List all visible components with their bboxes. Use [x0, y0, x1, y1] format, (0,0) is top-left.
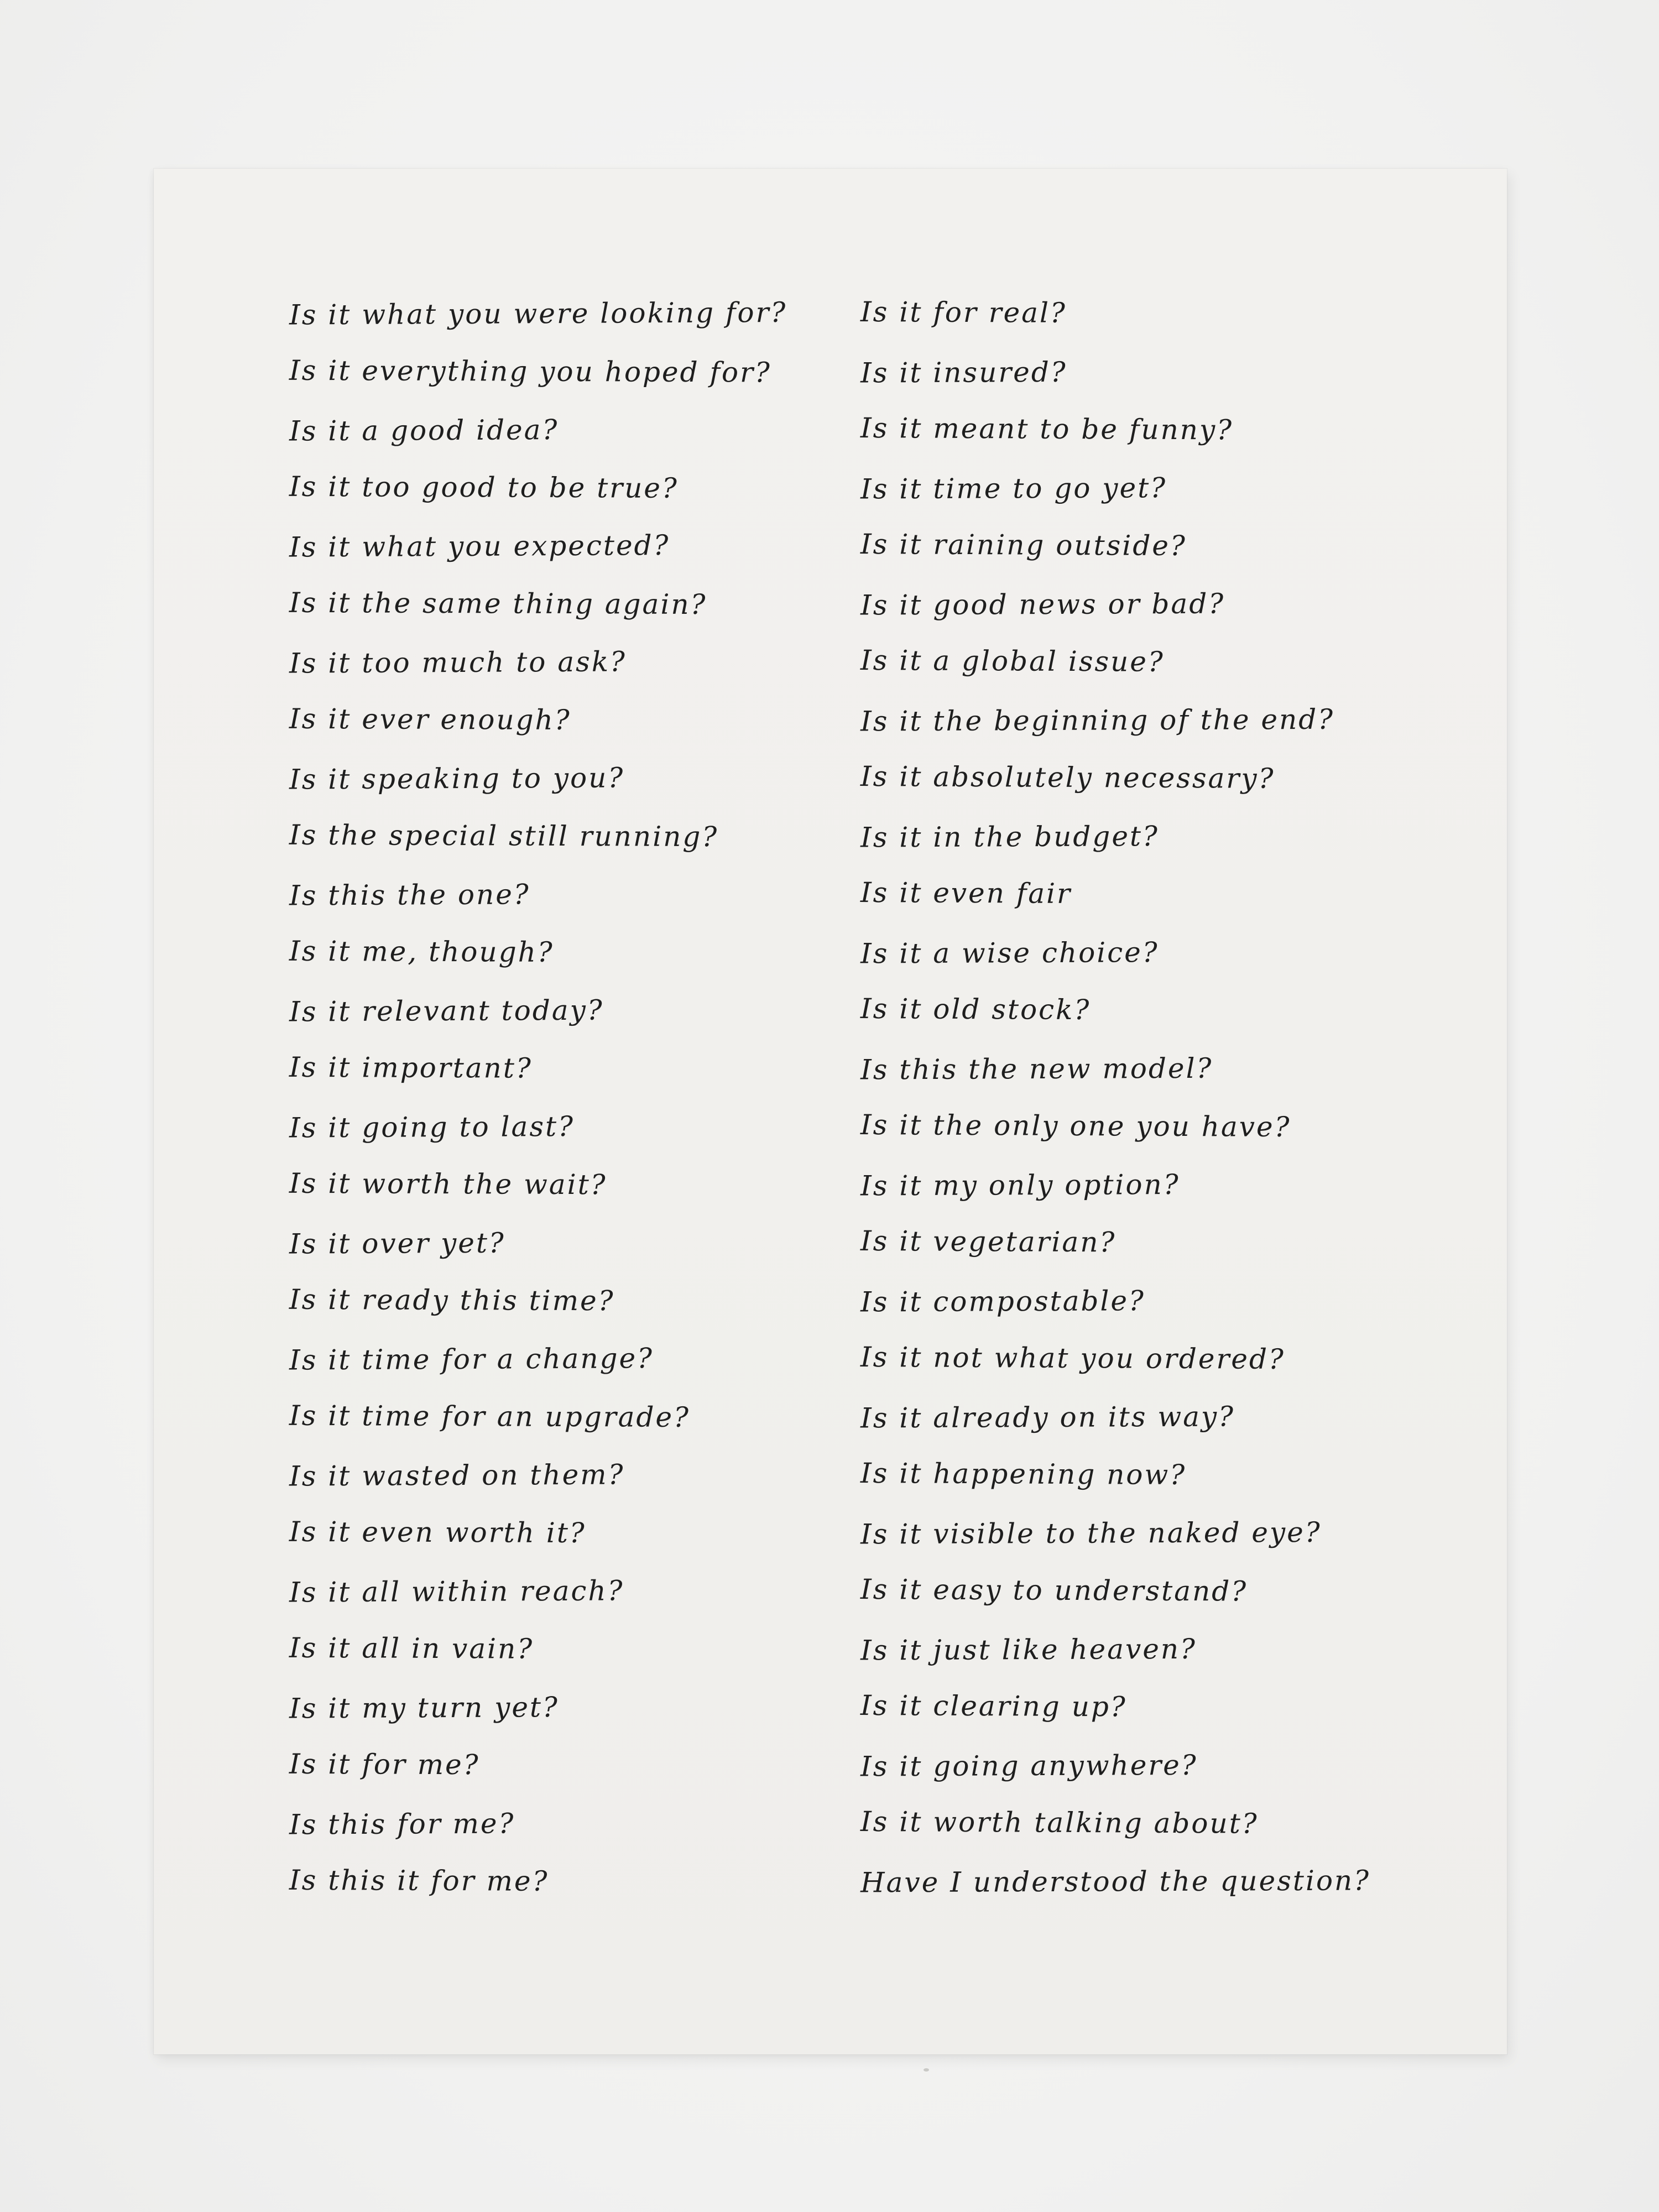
- question-line: Is it the same thing again?: [289, 586, 707, 621]
- question-line: Is it clearing up?: [860, 1689, 1127, 1723]
- question-line: Is it raining outside?: [860, 528, 1187, 562]
- question-line: Is it everything you hoped for?: [289, 354, 771, 389]
- question-line: Is it ready this time?: [289, 1283, 615, 1317]
- question-line: Is it what you were looking for?: [289, 296, 787, 331]
- question-line: Is it wasted on them?: [289, 1458, 625, 1493]
- question-line: Is it speaking to you?: [289, 761, 625, 796]
- question-line: Is it for me?: [289, 1747, 480, 1781]
- question-line: Is it visible to the naked eye?: [860, 1516, 1322, 1551]
- question-line: Is it going to last?: [289, 1110, 575, 1144]
- question-line: Is it worth talking about?: [860, 1805, 1259, 1840]
- question-line: Is it insured?: [860, 356, 1067, 389]
- question-line: Is it time for an upgrade?: [289, 1399, 691, 1433]
- dust-speck: [924, 2068, 929, 2072]
- question-line: Is it even fair: [860, 876, 1072, 910]
- question-line: Is it the beginning of the end?: [860, 703, 1335, 738]
- question-line: Is this the one?: [289, 878, 530, 912]
- question-line: Is it a global issue?: [860, 644, 1165, 678]
- question-line: Is it meant to be funny?: [860, 411, 1234, 446]
- question-line: Have I understood the question?: [860, 1864, 1371, 1899]
- paper-sheet: [154, 169, 1507, 2054]
- question-line: Is it what you expected?: [289, 529, 670, 564]
- question-line: Is it my only option?: [860, 1168, 1180, 1202]
- question-line: Is it a wise choice?: [860, 936, 1159, 970]
- question-line: Is it all within reach?: [289, 1574, 624, 1609]
- question-line: Is it time to go yet?: [860, 472, 1167, 505]
- question-line: Is it old stock?: [860, 992, 1091, 1026]
- question-line: Is it good news or bad?: [860, 587, 1225, 622]
- question-line: Is it important?: [289, 1051, 533, 1084]
- question-line: Is it going anywhere?: [860, 1749, 1198, 1783]
- question-line: Is it happening now?: [860, 1457, 1187, 1491]
- question-line: Is it worth the wait?: [289, 1167, 607, 1201]
- question-line: Is it absolutely necessary?: [860, 760, 1275, 795]
- question-line: Is it just like heaven?: [860, 1632, 1197, 1667]
- question-line: Is the special still running?: [289, 818, 719, 853]
- question-line: Is it relevant today?: [289, 994, 604, 1028]
- question-line: Is it too good to be true?: [289, 470, 679, 504]
- question-line: Is it me, though?: [289, 935, 554, 968]
- question-line: Is this it for me?: [289, 1864, 549, 1897]
- question-line: Is it for real?: [860, 295, 1067, 329]
- left-question-column: [289, 285, 842, 1911]
- question-line: Is it too much to ask?: [289, 645, 627, 680]
- question-line: Is this for me?: [289, 1807, 515, 1841]
- question-line: Is it vegetarian?: [860, 1224, 1117, 1259]
- question-line: Is it not what you ordered?: [860, 1340, 1285, 1376]
- question-line: Is it even worth it?: [289, 1515, 586, 1550]
- question-line: Is it easy to understand?: [860, 1573, 1248, 1608]
- question-line: Is it my turn yet?: [289, 1691, 560, 1725]
- question-line: Is this the new model?: [860, 1052, 1213, 1086]
- question-line: Is it time for a change?: [289, 1342, 654, 1376]
- question-line: Is it in the budget?: [860, 820, 1159, 854]
- question-line: Is it already on its way?: [860, 1400, 1235, 1434]
- question-line: Is it a good idea?: [289, 414, 559, 447]
- question-line: Is it the only one you have?: [860, 1108, 1291, 1144]
- question-line: Is it over yet?: [289, 1227, 505, 1260]
- right-question-column: [860, 285, 1496, 1911]
- question-line: Is it ever enough?: [289, 702, 571, 737]
- question-line: Is it all in vain?: [289, 1631, 534, 1665]
- question-line: Is it compostable?: [860, 1285, 1145, 1318]
